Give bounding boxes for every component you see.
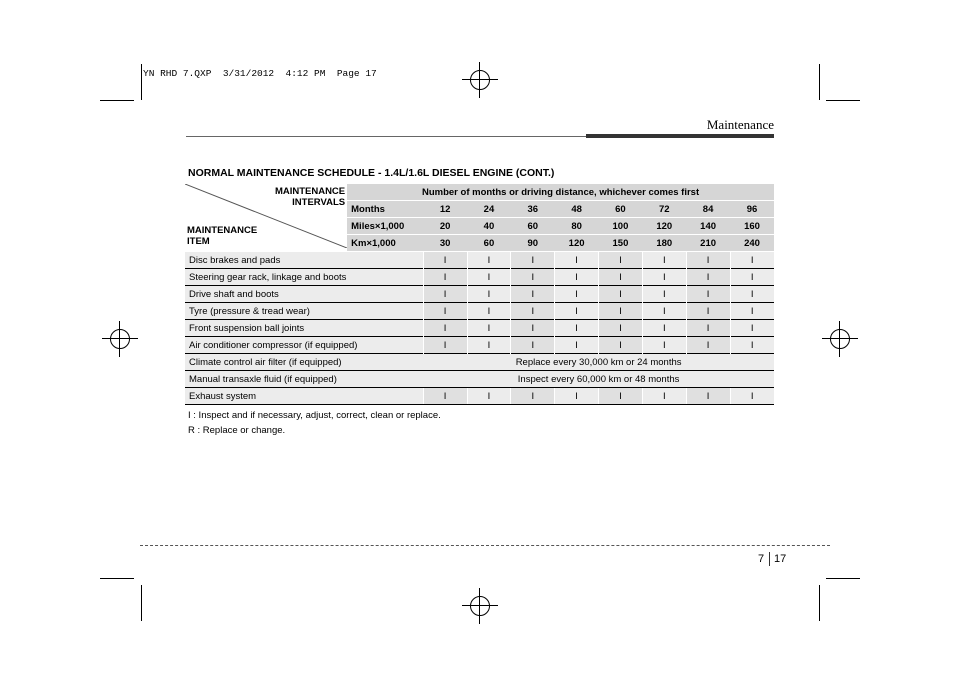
schedule-mark: I (730, 303, 774, 320)
interval-value: 160 (730, 218, 774, 235)
section-title: Maintenance (706, 117, 774, 132)
schedule-mark: I (642, 252, 686, 269)
schedule-mark: I (555, 388, 599, 405)
schedule-mark: I (642, 303, 686, 320)
interval-value: 40 (467, 218, 511, 235)
crop-mark (819, 64, 820, 100)
interval-value: 120 (642, 218, 686, 235)
interval-value: 84 (686, 201, 730, 218)
schedule-row (185, 303, 774, 320)
interval-value: 210 (686, 235, 730, 252)
schedule-mark: I (423, 252, 467, 269)
schedule-mark: I (423, 337, 467, 354)
schedule-span-note: Inspect every 60,000 km or 48 months (423, 371, 774, 388)
schedule-mark: I (642, 286, 686, 303)
schedule-row (185, 337, 774, 354)
schedule-mark: I (423, 269, 467, 286)
schedule-mark: I (730, 252, 774, 269)
crop-mark (141, 64, 142, 100)
crop-mark (819, 585, 820, 621)
schedule-row (185, 371, 774, 388)
schedule-mark: I (555, 252, 599, 269)
interval-value: 60 (511, 218, 555, 235)
schedule-row (185, 354, 774, 371)
interval-value: 36 (511, 201, 555, 218)
corner-item-label: ITEM (187, 236, 210, 247)
schedule-row (185, 320, 774, 337)
schedule-mark: I (423, 320, 467, 337)
interval-row-label: Km×1,000 (347, 235, 423, 252)
interval-value: 90 (511, 235, 555, 252)
schedule-row (185, 286, 774, 303)
footer-divider (140, 545, 830, 546)
schedule-mark: I (423, 286, 467, 303)
schedule-mark: I (511, 269, 555, 286)
printer-slug: YN RHD 7.QXP 3/31/2012 4:12 PM Page 17 (143, 68, 377, 79)
schedule-mark: I (467, 303, 511, 320)
schedule-mark: I (467, 320, 511, 337)
schedule-item-name: Disc brakes and pads (185, 252, 423, 269)
schedule-mark: I (555, 286, 599, 303)
schedule-mark: I (555, 320, 599, 337)
page-chapter: 7 (758, 553, 765, 565)
interval-value: 150 (599, 235, 643, 252)
schedule-mark: I (599, 303, 643, 320)
interval-value: 100 (599, 218, 643, 235)
schedule-mark: I (599, 337, 643, 354)
schedule-mark: I (599, 252, 643, 269)
schedule-mark: I (686, 303, 730, 320)
page-number: 17 (774, 553, 787, 565)
interval-row-label: Miles×1,000 (347, 218, 423, 235)
schedule-mark: I (555, 337, 599, 354)
crop-mark (826, 578, 860, 579)
schedule-item-name: Steering gear rack, linkage and boots (185, 269, 423, 286)
schedule-mark: I (467, 286, 511, 303)
schedule-mark: I (686, 388, 730, 405)
schedule-title: NORMAL MAINTENANCE SCHEDULE - 1.4L/1.6L DIESEL ENGINE (CONT.) (188, 167, 555, 179)
schedule-row (185, 252, 774, 269)
registration-mark-icon (826, 325, 854, 353)
schedule-mark: I (511, 337, 555, 354)
schedule-mark: I (730, 388, 774, 405)
registration-mark-icon (106, 325, 134, 353)
section-bar (586, 134, 774, 138)
schedule-mark: I (642, 388, 686, 405)
schedule-item-name: Air conditioner compressor (if equipped) (185, 337, 423, 354)
schedule-mark: I (642, 337, 686, 354)
schedule-mark: I (555, 303, 599, 320)
header-corner-cell (185, 184, 347, 252)
corner-intervals-label: INTERVALS (292, 197, 346, 208)
schedule-mark: I (599, 320, 643, 337)
interval-row-label: Months (347, 201, 423, 218)
schedule-mark: I (730, 286, 774, 303)
crop-mark (141, 585, 142, 621)
interval-value: 140 (686, 218, 730, 235)
schedule-item-name: Climate control air filter (if equipped) (185, 354, 423, 371)
schedule-item-name: Drive shaft and boots (185, 286, 423, 303)
schedule-mark: I (423, 303, 467, 320)
schedule-row (185, 269, 774, 286)
interval-value: 20 (423, 218, 467, 235)
schedule-item-name: Front suspension ball joints (185, 320, 423, 337)
interval-value: 96 (730, 201, 774, 218)
registration-mark-icon (466, 592, 494, 620)
schedule-mark: I (511, 320, 555, 337)
maintenance-schedule-table (185, 184, 774, 405)
corner-item-label: MAINTENANCE (187, 225, 258, 236)
legend-inspect: I : Inspect and if necessary, adjust, correct, clean or replace. (188, 410, 441, 421)
schedule-mark: I (642, 320, 686, 337)
schedule-mark: I (599, 388, 643, 405)
schedule-mark: I (730, 320, 774, 337)
interval-value: 30 (423, 235, 467, 252)
registration-mark-icon (466, 66, 494, 94)
schedule-mark: I (599, 269, 643, 286)
crop-mark (100, 100, 134, 101)
schedule-item-name: Tyre (pressure & tread wear) (185, 303, 423, 320)
schedule-mark: I (467, 388, 511, 405)
schedule-mark: I (511, 388, 555, 405)
schedule-item-name: Exhaust system (185, 388, 423, 405)
legend-replace: R : Replace or change. (188, 425, 286, 436)
schedule-mark: I (686, 269, 730, 286)
schedule-mark: I (686, 320, 730, 337)
schedule-mark: I (642, 269, 686, 286)
crop-mark (100, 578, 134, 579)
schedule-mark: I (467, 337, 511, 354)
schedule-mark: I (555, 269, 599, 286)
interval-value: 120 (555, 235, 599, 252)
page-number-separator (769, 552, 770, 566)
corner-intervals-label: MAINTENANCE (274, 186, 346, 197)
interval-value: 72 (642, 201, 686, 218)
schedule-mark: I (467, 252, 511, 269)
schedule-mark: I (599, 286, 643, 303)
schedule-mark: I (511, 286, 555, 303)
schedule-row (185, 388, 774, 405)
crop-mark (826, 100, 860, 101)
schedule-mark: I (686, 337, 730, 354)
schedule-mark: I (423, 388, 467, 405)
interval-value: 24 (467, 201, 511, 218)
schedule-mark: I (730, 337, 774, 354)
interval-caption: Number of months or driving distance, whichever comes first (347, 184, 774, 201)
interval-value: 240 (730, 235, 774, 252)
schedule-mark: I (511, 303, 555, 320)
schedule-mark: I (511, 252, 555, 269)
schedule-mark: I (686, 286, 730, 303)
interval-value: 60 (467, 235, 511, 252)
interval-value: 48 (555, 201, 599, 218)
schedule-mark: I (467, 269, 511, 286)
schedule-mark: I (686, 252, 730, 269)
section-divider (186, 136, 586, 137)
interval-value: 80 (555, 218, 599, 235)
schedule-mark: I (730, 269, 774, 286)
interval-value: 180 (642, 235, 686, 252)
interval-value: 60 (599, 201, 643, 218)
schedule-span-note: Replace every 30,000 km or 24 months (423, 354, 774, 371)
interval-value: 12 (423, 201, 467, 218)
schedule-item-name: Manual transaxle fluid (if equipped) (185, 371, 423, 388)
